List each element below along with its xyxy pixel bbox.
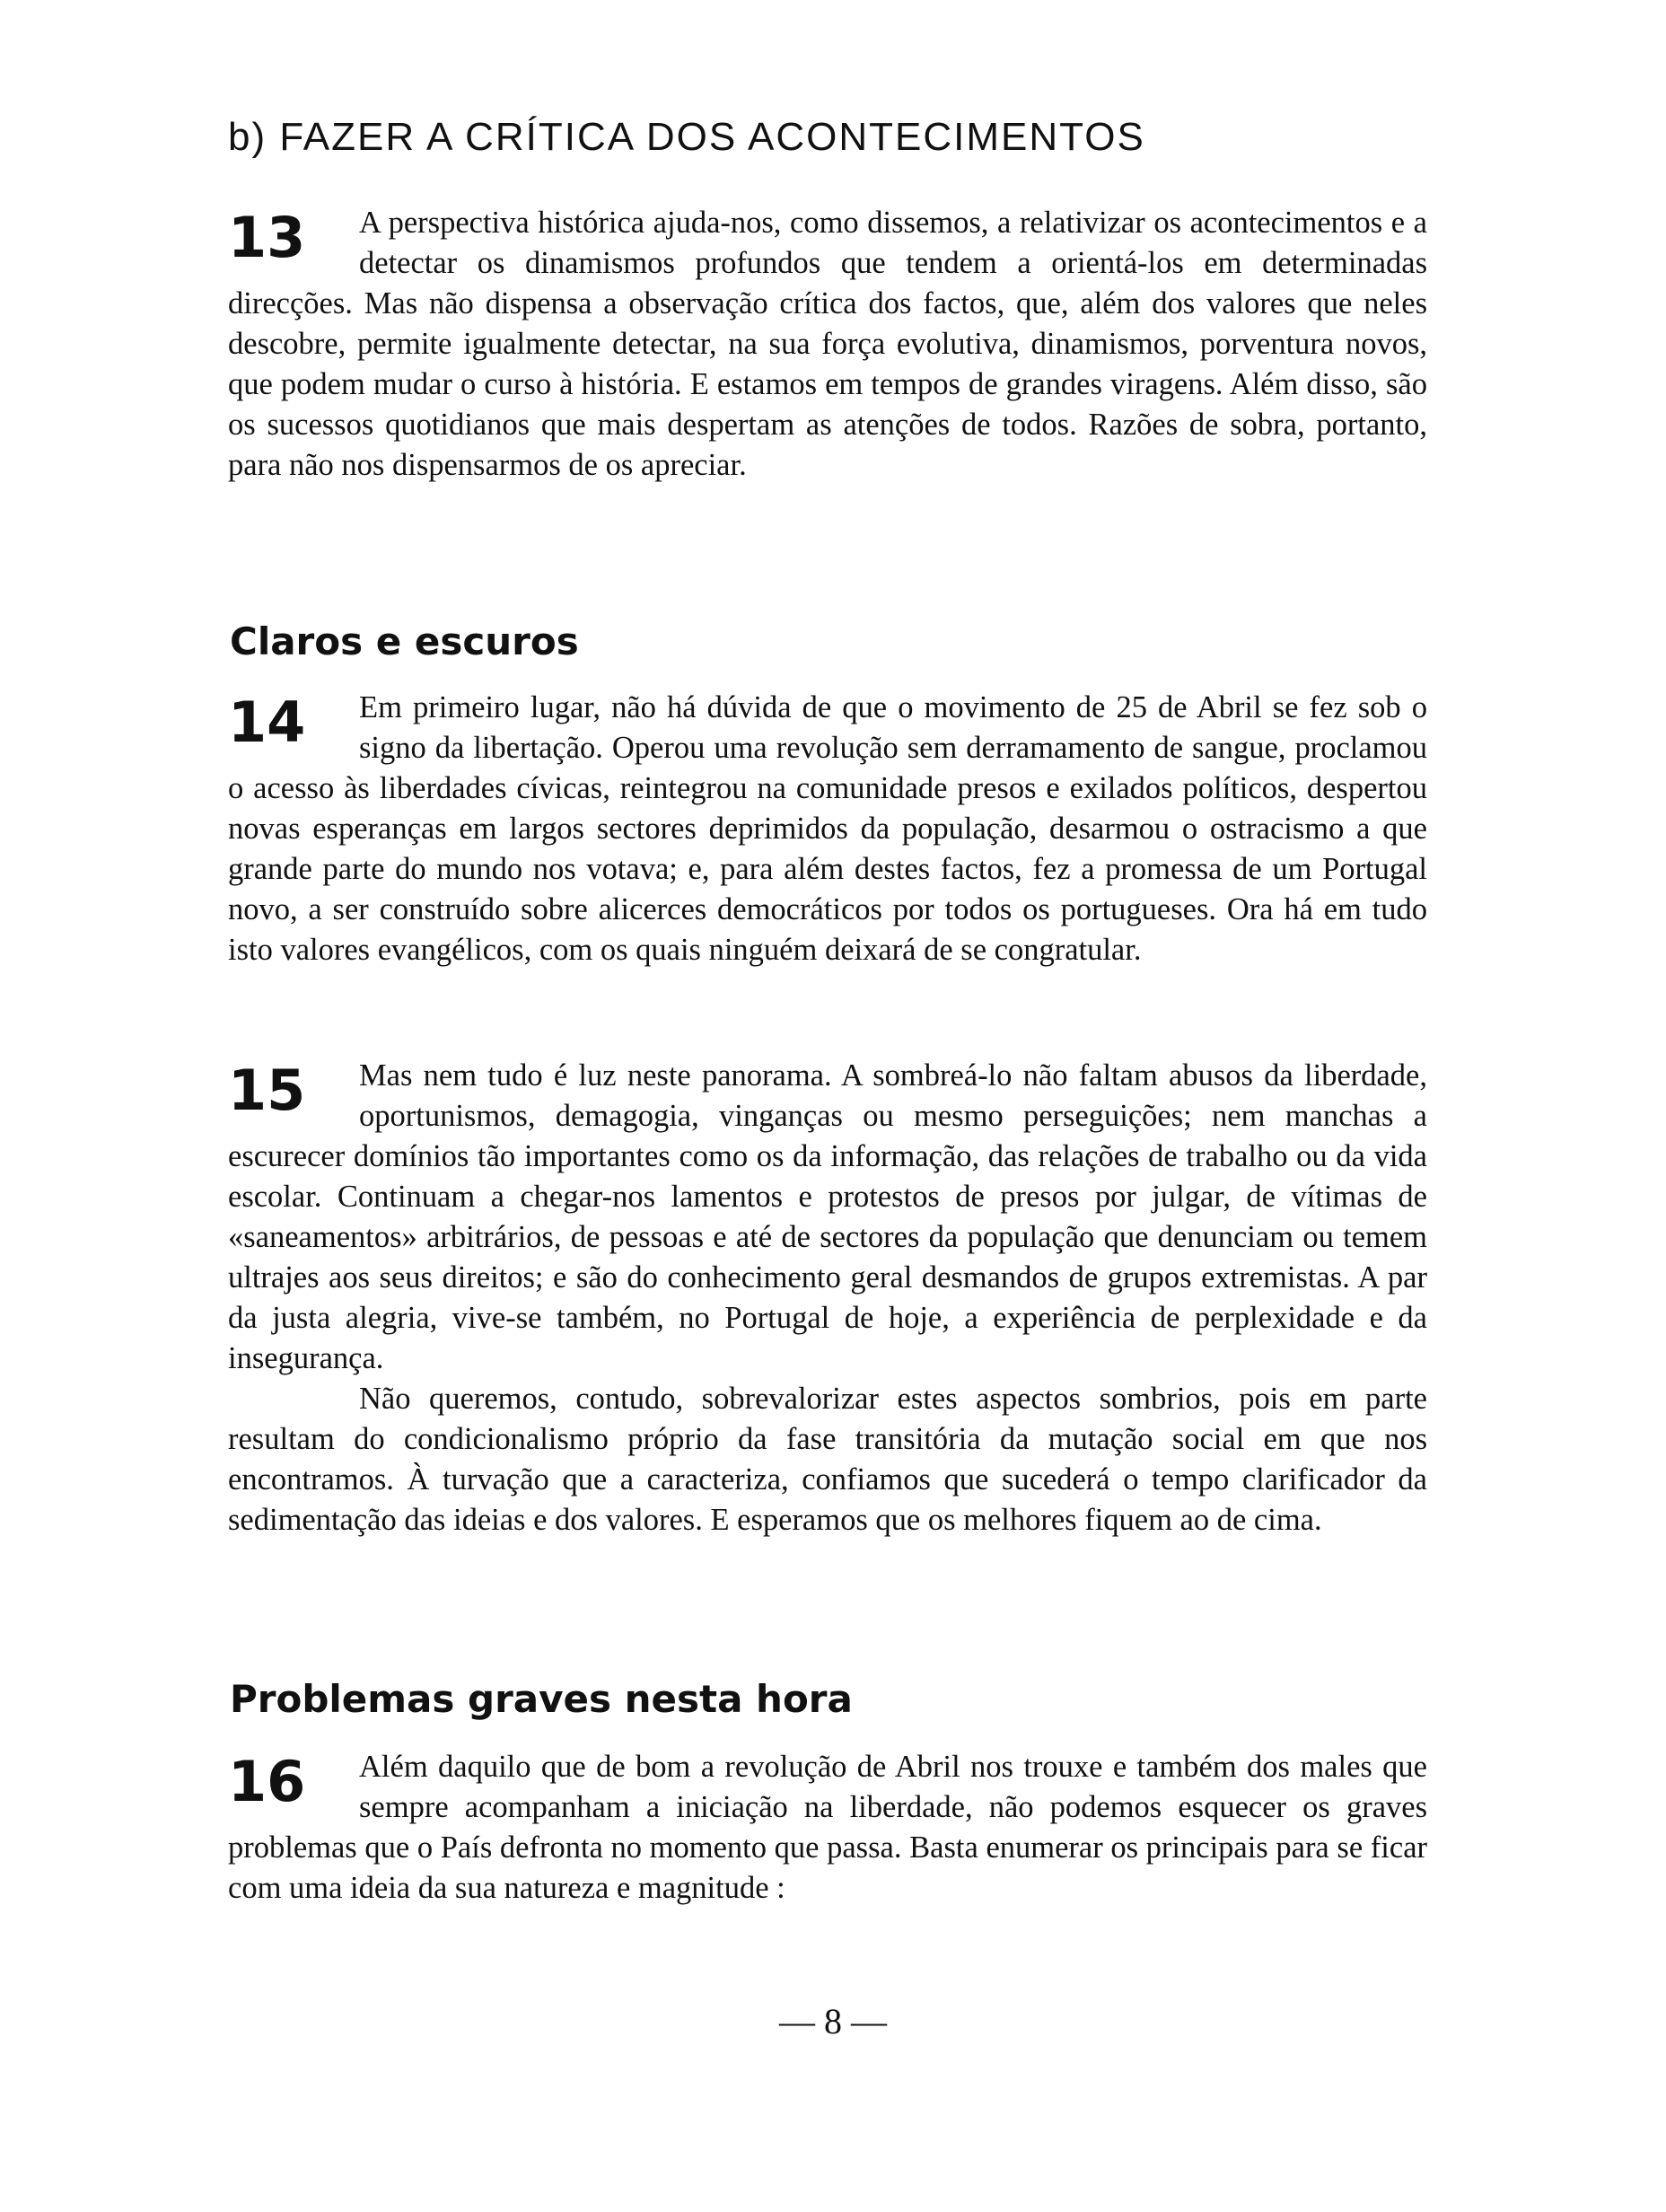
paragraph-number: 14 bbox=[228, 689, 306, 755]
paragraph-14 bbox=[228, 688, 1427, 970]
paragraph-text: A perspectiva histórica ajuda-nos, como dissemos, a relativizar os acontecimentos e a detectar os dinamismos profundos que tendem a orientá-los em determinadas direcções. Mas não dispensa a observação crítica dos factos, que, além dos valores que neles descobre, permite igualmente detectar, na sua força evolutiva, dinamismos, porventura novos, que podem mudar o curso à história. E estamos em tempos de grandes viragens. Além disso, são os sucessos quotidianos que mais despertam as atenções de todos. Razões de sobra, portanto, para não nos dispensarmos de os apreciar. bbox=[228, 206, 1427, 482]
subheading-claros-e-escuros: Claros e escuros bbox=[230, 619, 579, 663]
section-heading: b) FAZER A CRÍTICA DOS ACONTECIMENTOS bbox=[228, 115, 1145, 159]
subheading-problemas-graves: Problemas graves nesta hora bbox=[230, 1677, 853, 1721]
page-number: — 8 — bbox=[779, 2001, 887, 2041]
paragraph-text: Mas nem tudo é luz neste panorama. A sombreá-lo não faltam abusos da liberdade, oportunismos, demagogia, vinganças ou mesmo perseguições; nem manchas a escurecer domínios tão importantes como os da informação, das relações de trabalho ou da vida escolar. Continuam a chegar-nos lamentos e protestos de presos por julgar, de vítimas de «saneamentos» arbitrários, de pessoas e até de sectores da população que denunciam ou temem ultrajes aos seus direitos; e são do conhecimento geral desmandos de grupos extremistas. A par da justa alegria, vive-se também, no Portugal de hoje, a experiência de perplexidade e da insegurança. bbox=[228, 1058, 1427, 1375]
paragraph-13 bbox=[228, 203, 1427, 486]
paragraph-number: 15 bbox=[228, 1058, 306, 1123]
paragraph-16 bbox=[228, 1747, 1427, 1909]
paragraph-15 bbox=[228, 1056, 1427, 1540]
paragraph-text: Além daquilo que de bom a revolução de Abril nos trouxe e também dos males que sempre acompanham a iniciação na liberdade, não podemos esquecer os graves problemas que o País defronta no momento que passa. Basta enumerar os principais para se ficar com uma ideia da sua natureza e magnitude : bbox=[228, 1750, 1427, 1905]
paragraph-number: 16 bbox=[228, 1749, 306, 1814]
paragraph-number: 13 bbox=[228, 205, 306, 270]
paragraph-text-continued: Não queremos, contudo, sobrevalorizar estes aspectos sombrios, pois em parte resultam do condicionalismo próprio da fase transitória da mutação social em que nos encontramos. À turvação que a caracteriza, confiamos que sucederá o tempo clarificador da sedimentação das ideias e dos valores. E esperamos que os melhores fiquem ao de cima. bbox=[228, 1382, 1427, 1537]
paragraph-text: Em primeiro lugar, não há dúvida de que o movimento de 25 de Abril se fez sob o signo da libertação. Operou uma revolução sem derramamento de sangue, proclamou o acesso às liberdades cívicas, reintegrou na comunidade presos e exilados políticos, despertou novas esperanças em largos sectores deprimidos da população, desarmou o ostracismo a que grande parte do mundo nos votava; e, para além destes factos, fez a promessa de um Portugal novo, a ser construído sobre alicerces democráticos por todos os portugueses. Ora há em tudo isto valores evangélicos, com os quais ninguém deixará de se congratular. bbox=[228, 690, 1427, 967]
